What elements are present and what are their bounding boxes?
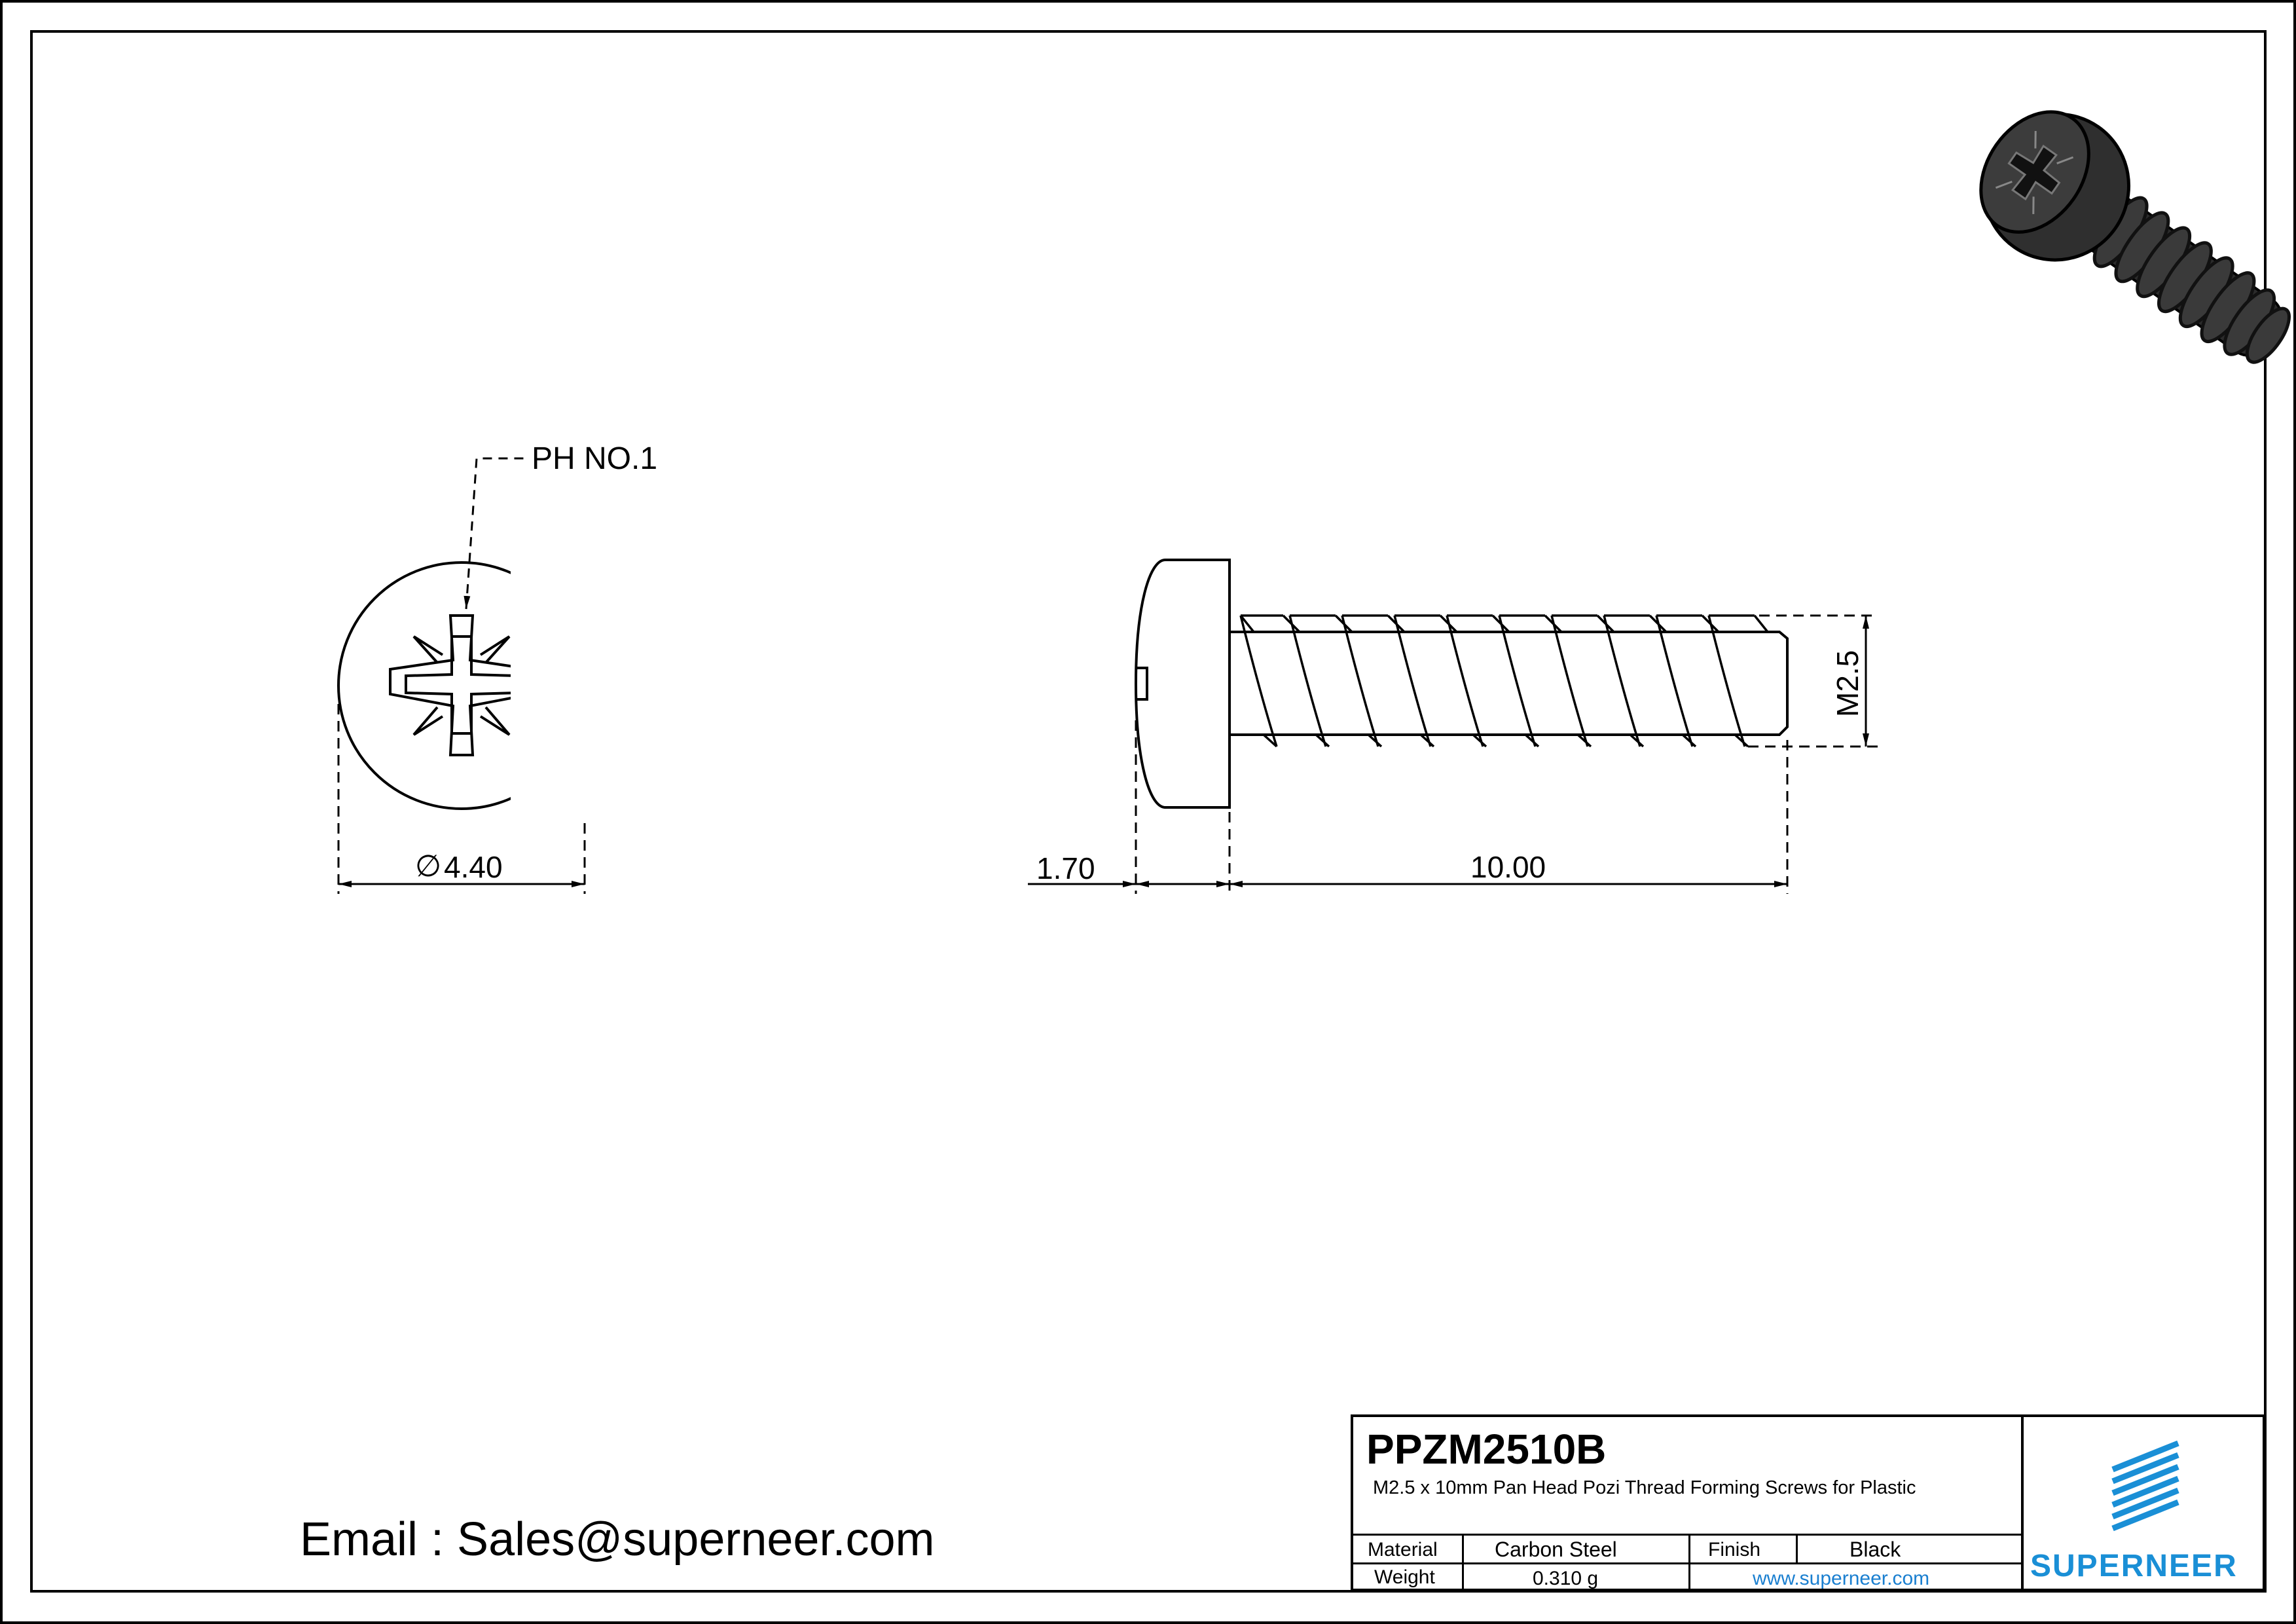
title-block-col-divider-3 [1796, 1534, 1798, 1562]
diameter-symbol: ∅ [415, 849, 442, 883]
pozi-inner-cross [406, 637, 517, 733]
contact-email: Email : Sales@superneer.com [300, 1513, 935, 1566]
logo-wordmark: SUPERNEER [2030, 1549, 2238, 1583]
diameter-label: 4.40 [444, 850, 503, 884]
title-block-row-divider-1 [1353, 1534, 2021, 1536]
title-block-col-divider-1 [1462, 1534, 1464, 1589]
thread-profile [1241, 616, 1768, 747]
head-height-label: 1.70 [1036, 851, 1095, 885]
title-block-col-divider-2 [1688, 1534, 1690, 1589]
material-label: Material [1368, 1539, 1438, 1560]
weight-label: Weight [1374, 1566, 1435, 1588]
title-block [1351, 1414, 2265, 1591]
pozi-star-ticks [414, 637, 509, 735]
thread-size-label: M2.5 [1831, 650, 1865, 717]
title-block-logo-divider [2021, 1417, 2024, 1589]
drive-callout-label: PH NO.1 [532, 441, 658, 476]
screw-side-view [1136, 560, 1787, 807]
part-description: M2.5 x 10mm Pan Head Pozi Thread Forming Screws for Plastic [1373, 1477, 1916, 1498]
finish-value: Black [1850, 1538, 1901, 1561]
weight-value: 0.310 g [1533, 1568, 1599, 1589]
screw-3d-render [1954, 85, 2296, 403]
part-number: PPZM2510B [1366, 1426, 1607, 1473]
length-label: 10.00 [1470, 850, 1546, 884]
superneer-logo-icon [2100, 1430, 2204, 1535]
material-value: Carbon Steel [1495, 1538, 1617, 1561]
website-link[interactable]: www.superneer.com [1753, 1568, 1930, 1589]
finish-label: Finish [1708, 1539, 1761, 1560]
screw-head [1136, 560, 1230, 807]
title-block-row-divider-2 [1353, 1562, 2021, 1564]
